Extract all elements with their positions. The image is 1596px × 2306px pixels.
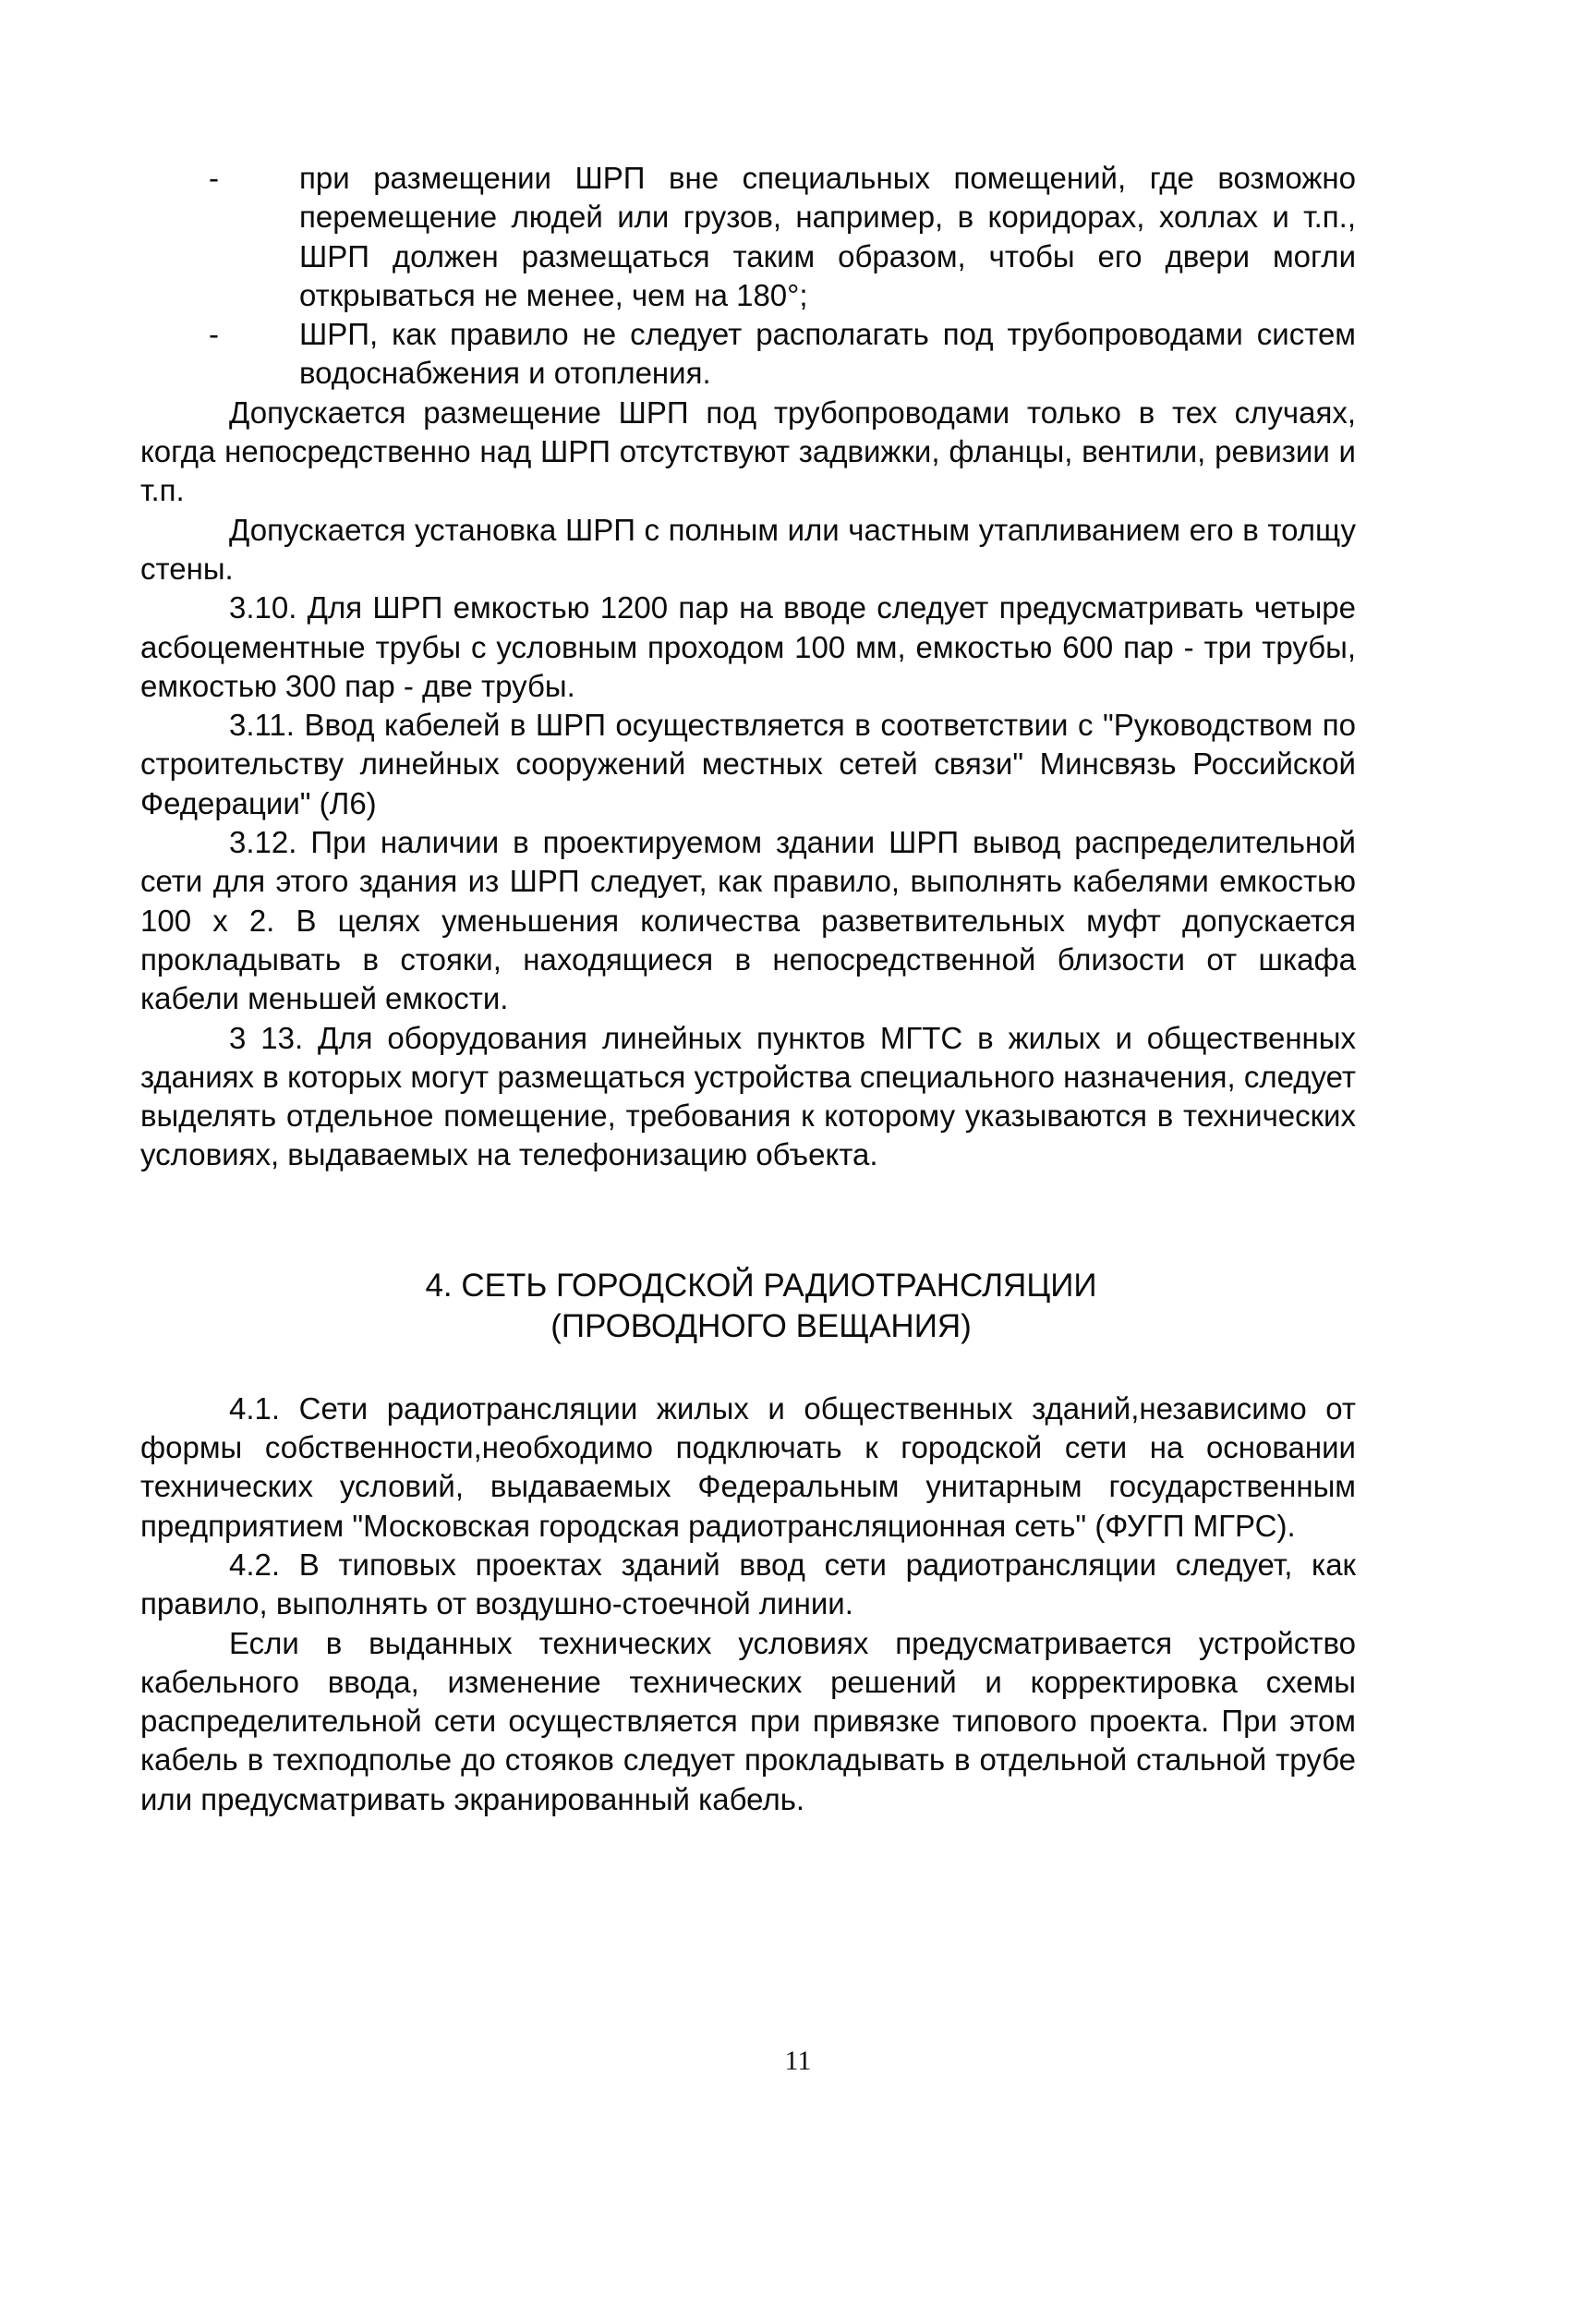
paragraph-3-11: 3.11. Ввод кабелей в ШРП осуществляется в соответствии с "Руководством по строительству линейных сооружений местных сетей связи" Минсвязь Российской Федерации" (Л6) [140,708,1356,820]
paragraph-4-1: 4.1. Сети радиотрансляции жилых и общественных зданий,независимо от формы собственности,необходимо подключать к городской сети на основании технических условий, выдаваемых Федеральным унитарным государственным предприятием "Московская городская радиотрансляционная сеть" (ФУГП МГРС). [140,1390,1356,1543]
paragraph: Допускается размещение ШРП под трубопроводами только в тех случаях, когда непосредственно над ШРП отсутствуют задвижки, фланцы, вентили, ревизии и т.п. [140,394,1356,508]
section-heading [140,1266,1356,1347]
list-item [209,159,1356,315]
page-number: 11 [784,2045,812,2076]
list-item-text: при размещении ШРП вне специальных помещений, где возможно перемещение людей или грузов, например, в коридорах, холлах и т.п., ШРП должен размещаться таким образом, чтобы его двери могли открываться не менее, чем на 180°; [299,161,1356,312]
paragraph: Если в выданных технических условиях предусматривается устройство кабельного ввода, изменение технических решений и корректировка схемы распределительной сети осуществляется при привязке типового проекта. При этом кабель в техподполье до стояков следует прокладывать в отдельной стальной трубе или предусматривать экранированный кабель. [140,1625,1356,1816]
dash-marker: - [209,317,219,352]
paragraph-3-13: 3 13. Для оборудования линейных пунктов МГТС в жилых и общественных зданиях в которых могут размещаться устройства специального назначения, следует выделять отдельное помещение, требования к которому указываются в технических условиях, выдаваемых на телефонизацию объекта. [140,1020,1356,1172]
paragraph-3-10: 3.10. Для ШРП емкостью 1200 пар на вводе следует предусматривать четыре асбоцементные трубы с условным проходом 100 мм, емкостью 600 пар - три трубы, емкостью 300 пар - две трубы. [140,590,1356,703]
section-heading-line-2: (ПРОВОДНОГО ВЕЩАНИЯ) [550,1307,972,1344]
paragraph-3-12: 3.12. При наличии в проектируемом здании ШРП вывод распределительной сети для этого здания из ШРП следует, как правило, выполнять кабелями емкостью 100 х 2. В целях уменьшения количества разветвительных муфт допускается прокладывать в стояки, находящиеся в непосредственной близости от шкафа кабели меньшей емкости. [140,825,1356,1016]
list-item-text: ШРП, как правило не следует располагать под трубопроводами систем водоснабжения и отопления. [299,317,1356,391]
section-heading-line-1: 4. СЕТЬ ГОРОДСКОЙ РАДИОТРАНСЛЯЦИИ [425,1267,1097,1304]
dash-marker: - [209,161,219,195]
paragraph-4-2: 4.2. В типовых проектах зданий ввод сети радиотрансляции следует, как правило, выполнять от воздушно-стоечной линии. [140,1547,1356,1621]
page-content [140,159,1356,1819]
paragraph: Допускается установка ШРП с полным или частным утапливанием его в толщу стены. [140,512,1356,586]
list-item [209,315,1356,394]
